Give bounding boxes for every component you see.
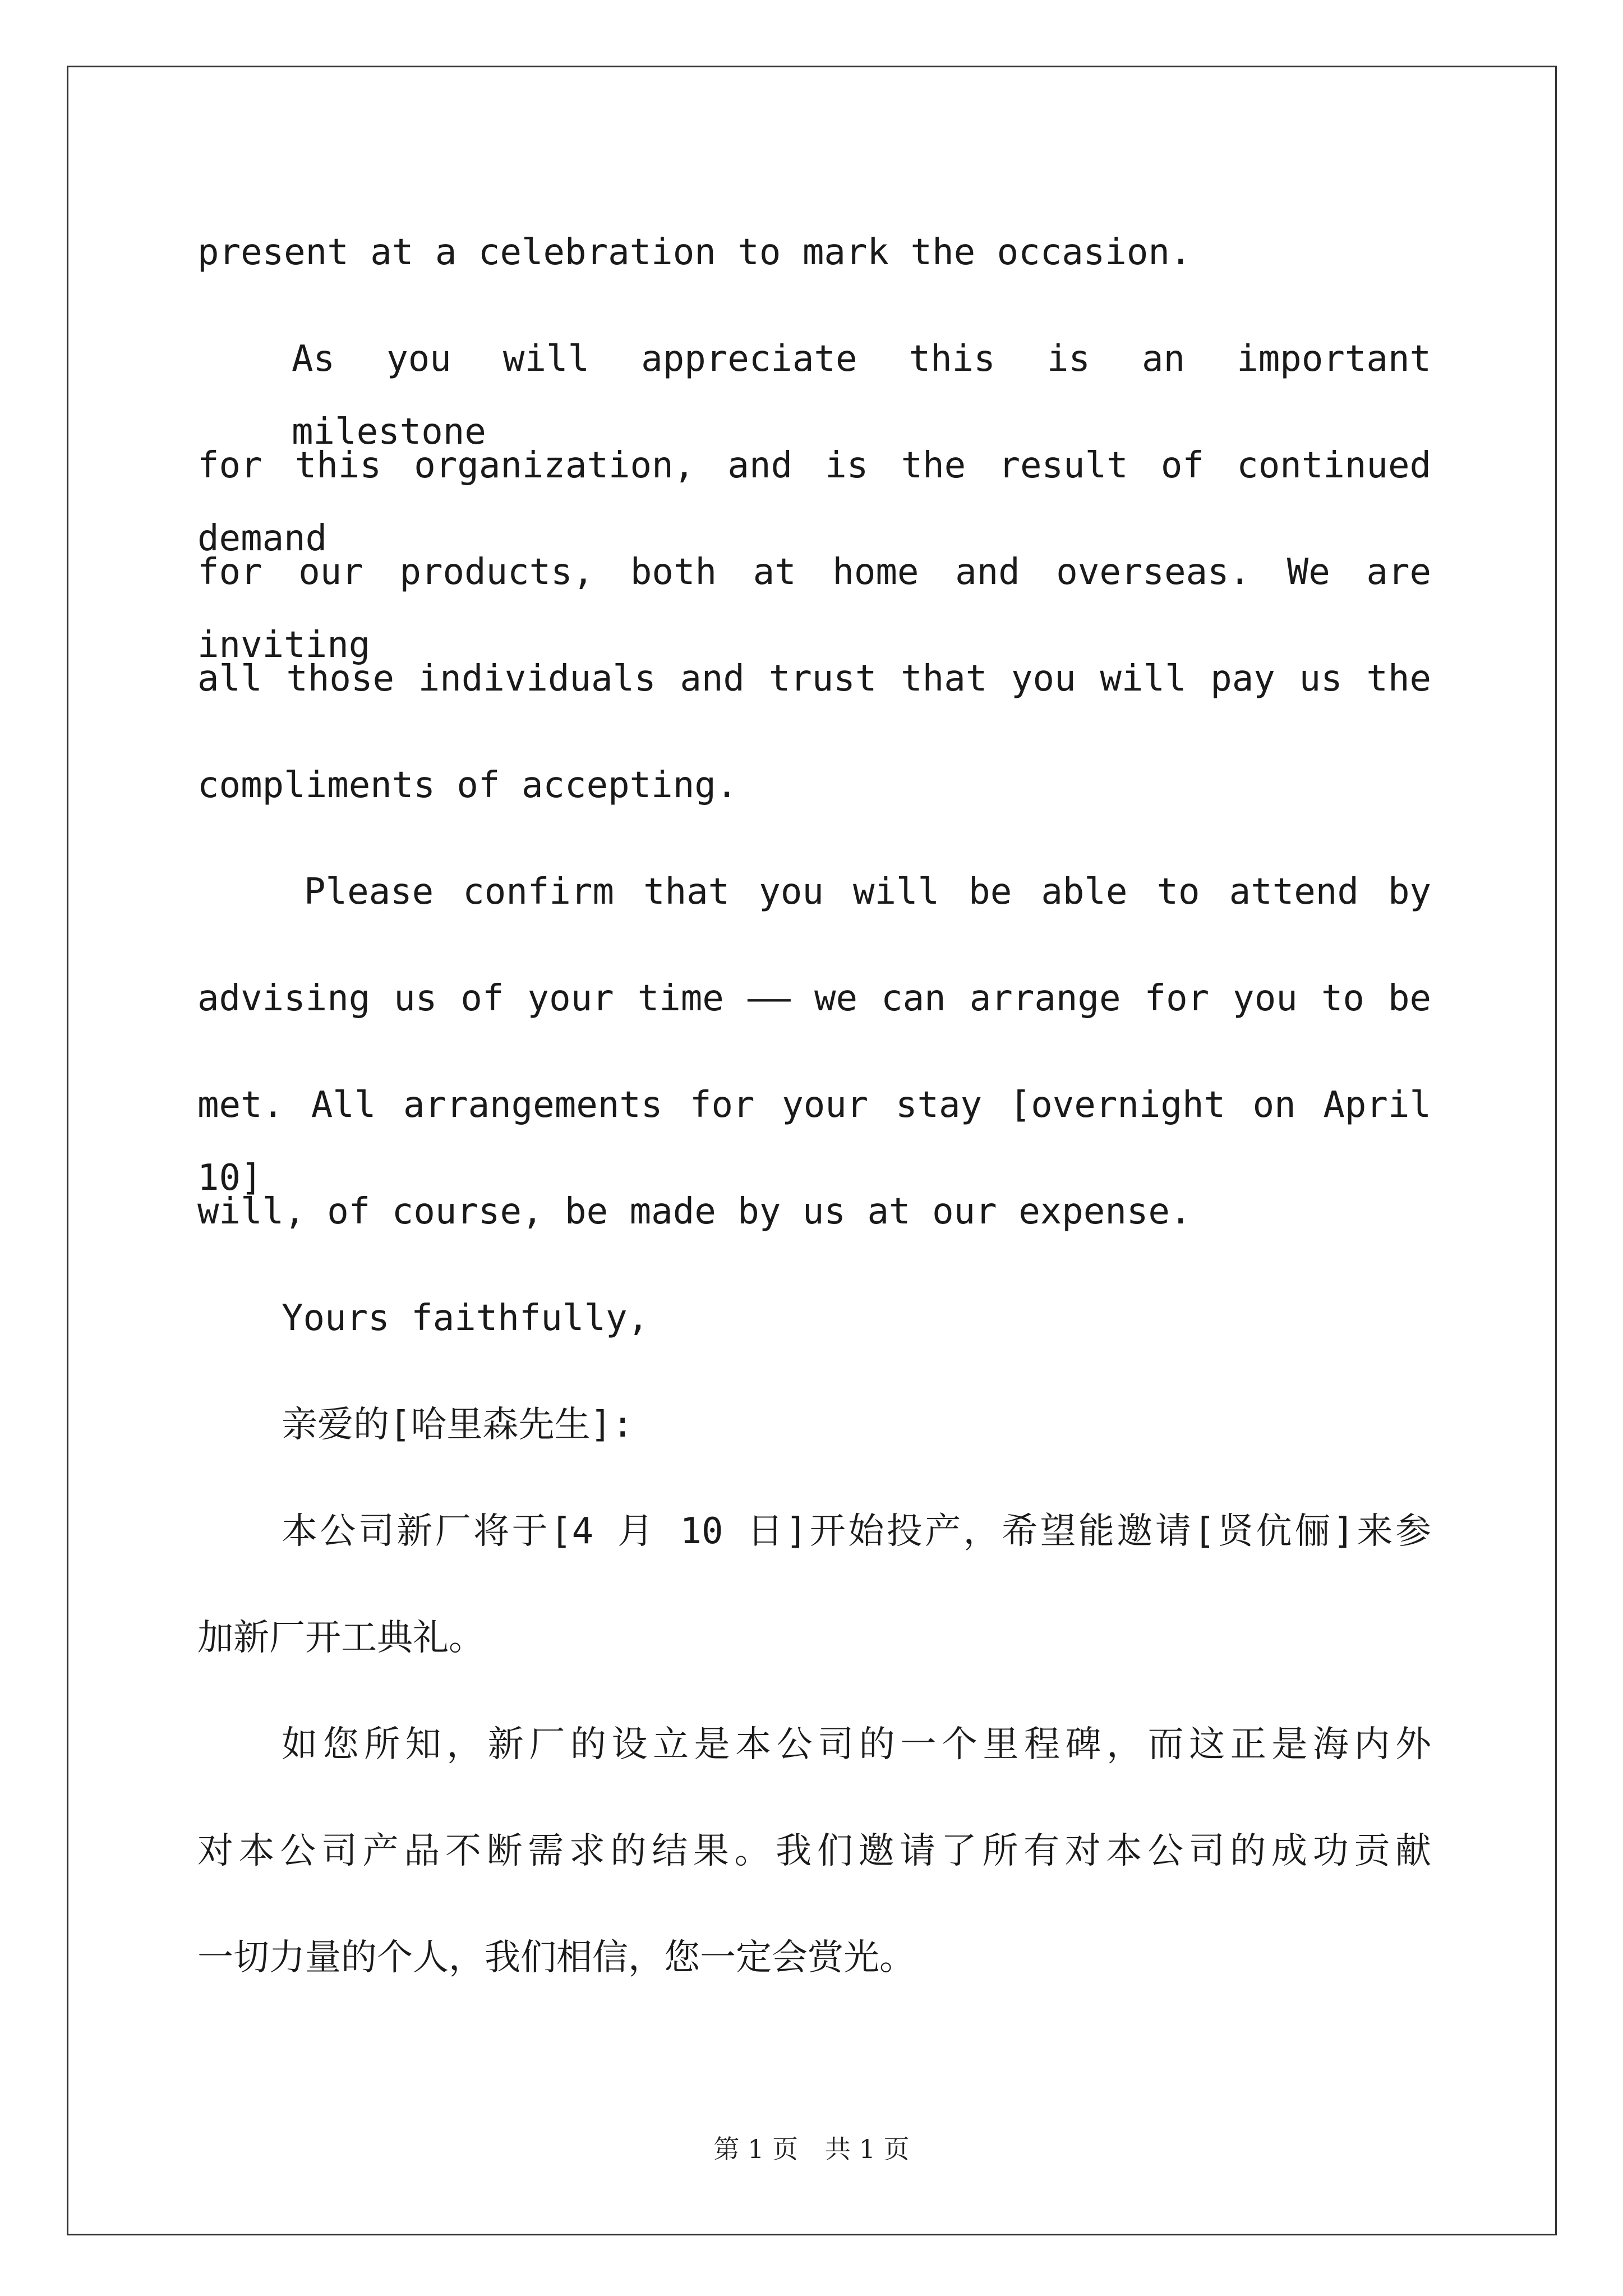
text-line: will, of course, be made by us at our expense. xyxy=(197,1191,1192,1232)
text-line: advising us of your time —— we can arrange for you to be xyxy=(197,978,1431,1019)
text-line: present at a celebration to mark the occasion. xyxy=(197,232,1192,273)
text-line: 对本公司产品不断需求的结果。我们邀请了所有对本公司的成功贡献 xyxy=(197,1830,1431,1872)
text-line: As you will appreciate this is an important milestone xyxy=(292,338,1431,453)
text-line: met. All arrangements for your stay [overnight on April 10] xyxy=(197,1084,1431,1199)
text-line: 如您所知，新厂的设立是本公司的一个里程碑，而这正是海内外 xyxy=(282,1724,1431,1765)
letter-body xyxy=(197,216,1431,2028)
salutation-line: 亲爱的[哈里森先生]: xyxy=(282,1404,634,1446)
text-line: 本公司新厂将于[4 月 10 日]开始投产，希望能邀请[贤伉俪]来参 xyxy=(282,1511,1431,1552)
text-line: for our products, both at home and overseas. We are inviting xyxy=(197,551,1431,666)
text-line: all those individuals and trust that you will pay us the xyxy=(197,658,1431,700)
page-number: 第 1 页 xyxy=(713,2134,798,2164)
page-footer xyxy=(0,2129,1623,2166)
text-line: 加新厂开工典礼。 xyxy=(197,1617,485,1659)
text-line: 一切力量的个人，我们相信，您一定会赏光。 xyxy=(197,1937,915,1978)
text-line: compliments of accepting. xyxy=(197,765,738,806)
closing-line: Yours faithfully, xyxy=(282,1297,649,1339)
text-line: Please confirm that you will be able to attend by xyxy=(304,871,1431,913)
page-total: 共 1 页 xyxy=(825,2134,910,2164)
text-line: for this organization, and is the result of continued demand xyxy=(197,445,1431,559)
